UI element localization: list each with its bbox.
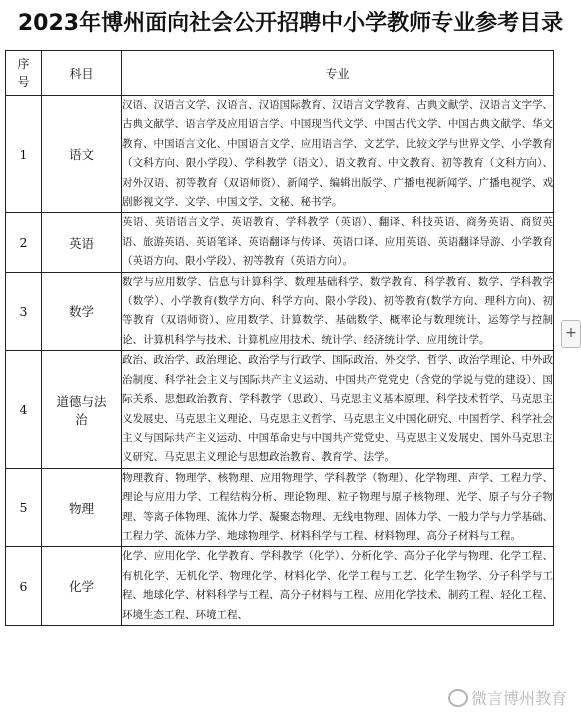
header-subject: 科目 [42,51,122,96]
row-number: 5 [6,468,42,547]
table-row [6,96,554,213]
major-catalog-table [5,50,554,626]
row-number: 6 [6,547,42,626]
row-number: 2 [6,213,42,272]
row-subject: 道德与法治 [42,351,122,468]
expand-button[interactable]: + [561,320,581,348]
row-majors: 数学与应用数学、信息与计算科学、数理基础科学、数学教育、科学教育、数学、学科教学（数学）、小学教育(数学方向、科学方向、限小学段)、初等教育(数学方向、理科方向)、初等教育（双语师资）、应用数学、计算数学、基础数学、概率论与数理统计、运筹学与控制论、计算机科学与技术、计算机应用技术、统计学、经济统计学、应用统计学。 [122,272,554,351]
row-majors: 化学、应用化学、化学教育、学科教学（化学）、分析化学、高分子化学与物理、化学工程、有机化学、无机化学、物理化学、材料化学、化学工程与工艺、化学生物学、分子科学与工程、地球化学、材料科学与工程、高分子材料与工程、应用化学技术、制药工程、轻化工程、环境生态工程、环境工程、 [122,547,554,626]
row-subject: 化学 [42,547,122,626]
watermark-text: 微言博州教育 [471,689,568,708]
row-majors: 英语、英语语言文学、英语教育、学科教学（英语）、翻译、科技英语、商务英语、商贸英语、旅游英语、英语笔译、英语翻译与传译、英语口译、应用英语、英语翻译导游、小学教育（英语方向、限小学段）、初等教育（英语方向）。 [122,213,554,272]
table-row [6,468,554,547]
table-header-row [6,51,554,96]
row-subject: 物理 [42,468,122,547]
wechat-icon [448,689,468,707]
row-number: 3 [6,272,42,351]
header-number: 序号 [6,51,42,96]
row-number: 1 [6,96,42,213]
table-row [6,351,554,468]
row-subject: 数学 [42,272,122,351]
row-majors: 汉语、汉语言文学、汉语言、汉语国际教育、汉语言文学教育、古典文献学、汉语言文字学、古典文献学、语言学及应用语言学、中国现当代文学、中国古代文学、中国古典文献学、华文教育、中国语言文化、中国语言文学、应用语言学、文艺学、比较文学与世界文学、小学教育（文科方向、限小学段）、学科教学（语文）、语文教育、中文教育、初等教育（文科方向）、对外汉语、初等教育（双语师资）、新闻学、编辑出版学、广播电视新闻学、广播电视学、戏剧影视文学、文学、中国文学、文秘、秘书学。 [122,96,554,213]
table-row [6,272,554,351]
page-title: 2023年博州面向社会公开招聘中小学教师专业参考目录 [17,11,564,36]
row-majors: 物理教育、物理学、核物理、应用物理学、学科教学（物理）、化学物理、声学、工程力学、理论与应用力学、工程结构分析、理论物理、粒子物理与原子核物理、光学、原子与分子物理、等离子体物理、流体力学、凝聚态物理、无线电物理、固体力学、一般力学与力学基础、工程力学、流体力学、地球物理学、材料科学与工程、材料物理、高分子材料与工程。 [122,468,554,547]
row-number: 4 [6,351,42,468]
row-majors: 政治、政治学、政治理论、政治学与行政学、国际政治、外交学、哲学、政治学理论、中外政治制度、科学社会主义与国际共产主义运动、中国共产党党史（含党的学说与党的建设）、国际关系、思想政治教育、学科教学（思政）、马克思主义基本原理、科学技术哲学、马克思主义发展史、马克思主义理论、马克思主义哲学、马克思主义中国化研究、中国哲学、科学社会主义与国际共产主义运动、中国革命史与中国共产党党史、马克思主义发展史、国外马克思主义研究、马克思主义理论与思想政治教育、教育学、法学。 [122,351,554,468]
row-subject: 英语 [42,213,122,272]
watermark [448,686,567,709]
table-row [6,213,554,272]
table-row [6,547,554,626]
row-subject: 语文 [42,96,122,213]
header-majors: 专业 [122,51,554,96]
